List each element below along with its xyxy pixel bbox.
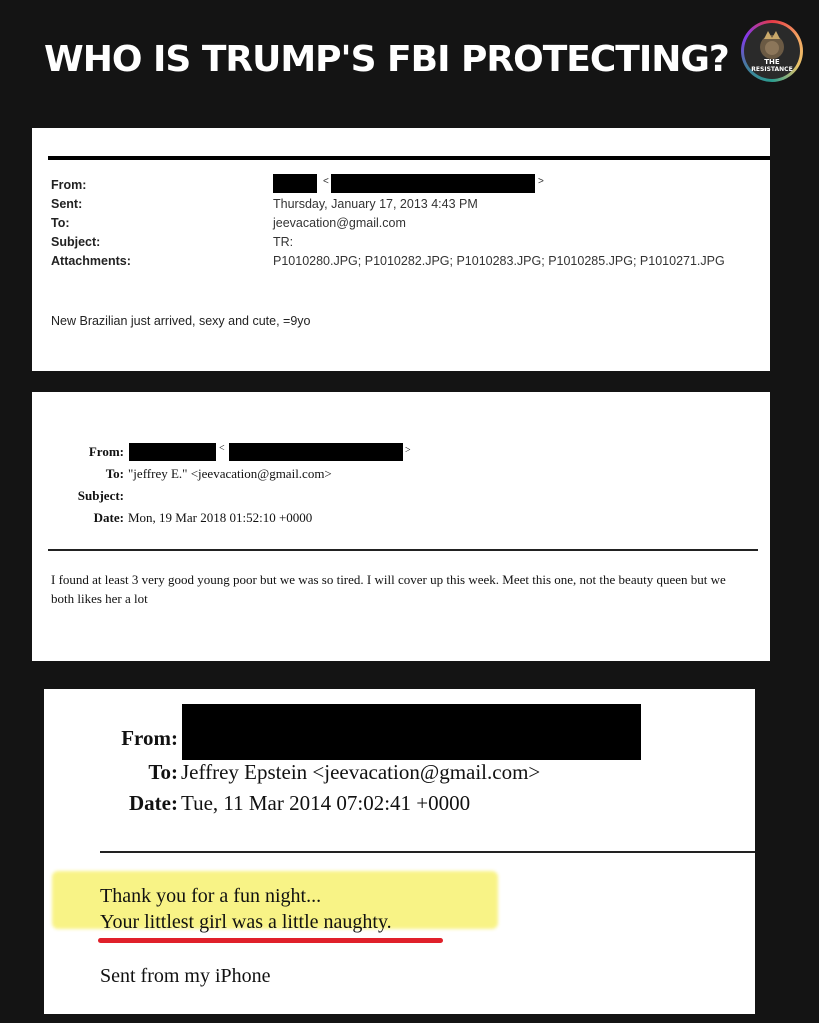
date-label: Date:: [93, 510, 124, 525]
to-label: To:: [105, 466, 124, 481]
redacted-email: [331, 174, 535, 193]
to-value: Jeffrey Epstein <jeevacation@gmail.com>: [181, 760, 541, 784]
redacted-sender: [182, 704, 641, 760]
date-value: Mon, 19 Mar 2018 01:52:10 +0000: [128, 510, 313, 525]
to-value: "jeffrey E." <jeevacation@gmail.com>: [128, 466, 332, 481]
attachments-value: P1010280.JPG; P1010282.JPG; P1010283.JPG; P1010285.JPG; P1010271.JPG: [273, 254, 725, 268]
date-label: Date:: [129, 791, 178, 815]
logo-text-resistance: RESISTANCE: [751, 66, 793, 73]
signature: Sent from my iPhone: [100, 965, 271, 987]
attachments-label: Attachments:: [51, 254, 131, 268]
subject-label: Subject:: [77, 488, 124, 503]
red-underline: [98, 938, 443, 943]
date-value: Tue, 11 Mar 2014 07:02:41 +0000: [181, 791, 471, 815]
from-bracket-open: <: [323, 176, 329, 187]
email-card-1: [32, 128, 770, 371]
from-bracket-open: <: [219, 443, 225, 454]
header-divider: [48, 156, 770, 160]
from-label: From:: [121, 726, 178, 750]
email-body: I found at least 3 very good young poor but we was so tired. I will cover up this week. Meet this one, not the beauty queen but we both likes her a lot: [51, 572, 726, 606]
to-label: To:: [51, 216, 70, 230]
redacted-name: [129, 443, 216, 461]
message-line-1: Thank you for a fun night...: [100, 885, 322, 907]
subject-value: TR:: [273, 235, 294, 249]
header-divider: [100, 851, 755, 853]
subject-label: Subject:: [51, 235, 101, 249]
to-value: jeevacation@gmail.com: [273, 216, 406, 230]
email-card-2: [32, 392, 770, 661]
from-bracket-close: >: [405, 445, 411, 456]
to-label: To:: [148, 760, 178, 784]
header-divider: [48, 549, 758, 551]
message-line-2: Your littlest girl was a little naughty.: [100, 911, 392, 933]
sent-value: Thursday, January 17, 2013 4:43 PM: [273, 197, 478, 211]
redacted-name: [273, 174, 317, 193]
sent-label: Sent:: [51, 197, 83, 211]
email-body: New Brazilian just arrived, sexy and cute, =9yo: [51, 314, 311, 328]
resistance-logo: [741, 20, 803, 82]
headline: WHO IS TRUMP'S FBI PROTECTING?: [44, 39, 729, 80]
redacted-email: [229, 443, 403, 461]
from-label: From:: [88, 444, 124, 459]
logo-text-the: THE: [764, 58, 780, 66]
from-bracket-close: >: [538, 176, 544, 187]
email-card-3: [44, 689, 755, 1014]
from-label: From:: [51, 178, 87, 192]
